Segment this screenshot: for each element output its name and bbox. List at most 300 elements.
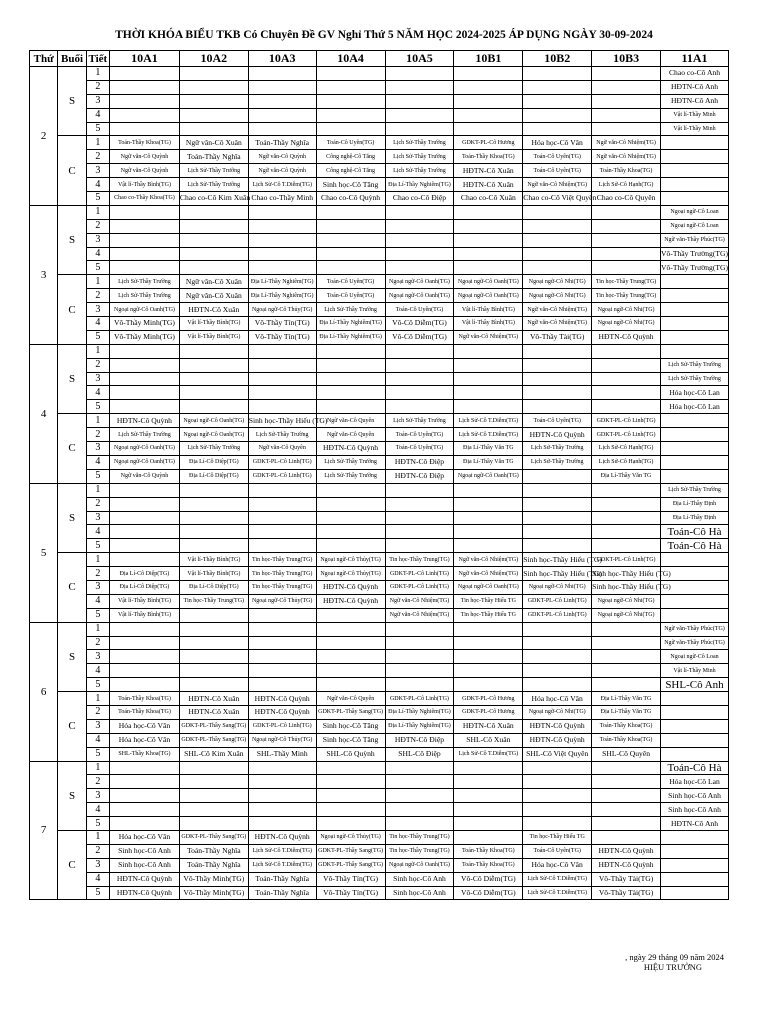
schedule-cell <box>110 650 180 664</box>
schedule-cell <box>316 67 385 81</box>
period-number: 1 <box>86 344 109 358</box>
schedule-cell: Ngoại ngữ-Cô Oanh(TG) <box>454 275 523 289</box>
table-row <box>30 303 729 317</box>
period-number: 4 <box>86 317 109 331</box>
schedule-cell <box>592 664 661 678</box>
schedule-cell <box>454 678 523 692</box>
schedule-cell <box>523 525 592 539</box>
schedule-cell <box>316 650 385 664</box>
schedule-cell: Lịch Sử-Thầy Trường <box>385 414 454 428</box>
schedule-cell <box>248 261 316 275</box>
schedule-cell: Toán-Cô Uyên(TG) <box>523 844 592 858</box>
period-number: 3 <box>86 511 109 525</box>
schedule-cell <box>179 608 248 622</box>
period-number: 4 <box>86 455 109 469</box>
schedule-cell: Võ-Thầy Trường(TG) <box>661 247 729 261</box>
schedule-cell <box>454 400 523 414</box>
schedule-cell <box>179 761 248 775</box>
schedule-cell <box>248 122 316 136</box>
schedule-cell: Võ-Thầy Tài(TG) <box>523 330 592 344</box>
schedule-cell: GDKT-PL-Thầy Sang(TG) <box>316 844 385 858</box>
table-row <box>30 205 729 219</box>
schedule-cell <box>179 400 248 414</box>
schedule-cell: Lịch Sử-Thầy Trường <box>179 442 248 456</box>
schedule-cell <box>661 844 729 858</box>
schedule-cell <box>316 108 385 122</box>
schedule-cell: Ngữ văn-Cô Quỳnh <box>110 164 180 178</box>
period-number: 2 <box>86 219 109 233</box>
schedule-cell <box>523 233 592 247</box>
schedule-cell: SHL-Thầy Khoa(TG) <box>110 747 180 761</box>
schedule-cell <box>661 330 729 344</box>
schedule-cell <box>110 664 180 678</box>
schedule-cell <box>454 372 523 386</box>
period-number: 1 <box>86 275 109 289</box>
period-number: 4 <box>86 733 109 747</box>
schedule-cell: Hóa học-Cô Vân <box>110 830 180 844</box>
table-row <box>30 553 729 567</box>
schedule-cell: HĐTN-Cô Quỳnh <box>248 692 316 706</box>
schedule-cell: HĐTN-Cô Điệp <box>385 733 454 747</box>
schedule-cell <box>523 219 592 233</box>
schedule-cell <box>179 636 248 650</box>
schedule-cell <box>110 386 180 400</box>
schedule-cell <box>523 94 592 108</box>
table-row <box>30 664 729 678</box>
schedule-cell <box>179 122 248 136</box>
schedule-cell <box>454 233 523 247</box>
session-cell: S <box>58 761 86 830</box>
schedule-cell <box>385 344 454 358</box>
schedule-cell <box>110 261 180 275</box>
period-number: 4 <box>86 525 109 539</box>
schedule-cell <box>661 594 729 608</box>
table-row <box>30 136 729 150</box>
schedule-cell <box>661 178 729 192</box>
schedule-cell <box>248 67 316 81</box>
period-number: 2 <box>86 150 109 164</box>
schedule-cell <box>661 317 729 331</box>
schedule-cell: HĐTN-Cô Anh <box>661 817 729 831</box>
header-class: 10B3 <box>592 51 661 67</box>
schedule-cell: Ngữ văn-Cô Quyên <box>316 428 385 442</box>
schedule-cell <box>248 205 316 219</box>
schedule-cell <box>661 719 729 733</box>
schedule-cell <box>592 261 661 275</box>
schedule-cell <box>316 219 385 233</box>
schedule-cell <box>316 205 385 219</box>
schedule-cell: Ngoại ngữ-Cô Oanh(TG) <box>454 580 523 594</box>
schedule-cell: HĐTN-Cô Điệp <box>385 469 454 483</box>
schedule-cell: SHL-Cô Anh <box>661 678 729 692</box>
schedule-cell <box>179 789 248 803</box>
schedule-cell <box>523 761 592 775</box>
schedule-cell: Vật lí-Thầy Bình(TG) <box>179 317 248 331</box>
schedule-cell <box>248 622 316 636</box>
schedule-cell <box>316 497 385 511</box>
schedule-cell: Ngoại ngữ-Cô Nhi(TG) <box>523 705 592 719</box>
session-cell: S <box>58 344 86 413</box>
schedule-cell: Võ-Cô Diễm(TG) <box>385 330 454 344</box>
schedule-cell <box>316 400 385 414</box>
schedule-cell <box>454 386 523 400</box>
period-number: 3 <box>86 303 109 317</box>
table-row <box>30 692 729 706</box>
schedule-cell <box>454 761 523 775</box>
schedule-cell: HĐTN-Cô Quỳnh <box>592 844 661 858</box>
header-period: Tiết <box>86 51 109 67</box>
schedule-cell: Toán-Thầy Nghĩa <box>179 150 248 164</box>
schedule-cell <box>523 108 592 122</box>
period-number: 4 <box>86 178 109 192</box>
schedule-cell <box>385 650 454 664</box>
schedule-cell <box>110 372 180 386</box>
table-row <box>30 789 729 803</box>
period-number: 5 <box>86 400 109 414</box>
schedule-cell: Sinh học-Thầy Hiếu (TG) <box>523 567 592 581</box>
schedule-cell <box>385 108 454 122</box>
schedule-cell <box>592 497 661 511</box>
schedule-cell: Ngữ văn-Cô Quỳnh <box>248 164 316 178</box>
schedule-cell: Vật lí-Thầy Bình(TG) <box>110 594 180 608</box>
table-row <box>30 622 729 636</box>
schedule-cell: Lịch Sử-Thầy Trường <box>385 150 454 164</box>
schedule-cell: Lịch Sử-Thầy Trường <box>661 483 729 497</box>
period-number: 1 <box>86 136 109 150</box>
schedule-cell: Ngoại ngữ-Cô Nhi(TG) <box>592 317 661 331</box>
schedule-cell: Ngữ văn-Thầy Phúc(TG) <box>661 622 729 636</box>
period-number: 2 <box>86 844 109 858</box>
schedule-cell: HĐTN-Cô Quỳnh <box>523 719 592 733</box>
table-row <box>30 275 729 289</box>
schedule-cell: Công nghệ-Cô Tăng <box>316 150 385 164</box>
signature-title: HIỆU TRƯỞNG <box>643 962 702 972</box>
schedule-cell <box>248 372 316 386</box>
schedule-cell <box>523 789 592 803</box>
schedule-cell <box>661 303 729 317</box>
schedule-cell: Chao co-Cô Kim Xuân <box>179 192 248 206</box>
schedule-cell: Tin học-Thầy Hiếu TG <box>454 594 523 608</box>
schedule-cell <box>110 80 180 94</box>
schedule-cell <box>179 247 248 261</box>
schedule-cell: Tin học-Thầy Trung(TG) <box>592 275 661 289</box>
schedule-cell: Vật lí-Thầy Bình(TG) <box>179 567 248 581</box>
schedule-cell: Địa Lí-Thầy Định <box>661 497 729 511</box>
schedule-cell: Chao co-Cô Quỳnh <box>316 192 385 206</box>
schedule-cell: Ngữ văn-Cô Nhiệm(TG) <box>454 553 523 567</box>
schedule-cell <box>110 108 180 122</box>
schedule-cell: HĐTN-Cô Quỳnh <box>316 580 385 594</box>
schedule-cell: HĐTN-Cô Điệp <box>385 455 454 469</box>
schedule-cell: Tin học-Thầy Hiếu TG <box>454 608 523 622</box>
schedule-cell <box>592 511 661 525</box>
table-row <box>30 844 729 858</box>
schedule-cell: Ngoại ngữ-Cô Nhi(TG) <box>592 608 661 622</box>
schedule-cell: Ngoại ngữ-Cô Oanh(TG) <box>385 275 454 289</box>
schedule-cell: Sinh học-Thầy Hiếu (TG) <box>592 580 661 594</box>
schedule-cell <box>523 261 592 275</box>
period-number: 2 <box>86 358 109 372</box>
schedule-cell <box>454 775 523 789</box>
schedule-cell <box>248 511 316 525</box>
schedule-cell: Ngoại ngữ-Cô Oanh(TG) <box>179 414 248 428</box>
schedule-cell: Lịch Sử-Thầy Trường <box>523 442 592 456</box>
schedule-cell <box>179 803 248 817</box>
schedule-cell <box>179 358 248 372</box>
day-cell: 5 <box>30 483 58 622</box>
schedule-cell: Ngoại ngữ-Cô Oanh(TG) <box>179 428 248 442</box>
table-row <box>30 858 729 872</box>
schedule-cell <box>385 817 454 831</box>
schedule-cell: Ngoại ngữ-Cô Oanh(TG) <box>454 469 523 483</box>
schedule-cell <box>523 817 592 831</box>
period-number: 4 <box>86 664 109 678</box>
schedule-cell: SHL-Cô Kim Xuân <box>179 747 248 761</box>
schedule-cell <box>316 608 385 622</box>
period-number: 1 <box>86 67 109 81</box>
header-session: Buổi <box>58 51 86 67</box>
schedule-cell <box>110 233 180 247</box>
schedule-cell: Toán-Thầy Nghĩa <box>248 872 316 886</box>
schedule-cell <box>592 622 661 636</box>
schedule-cell <box>592 539 661 553</box>
schedule-cell: Ngữ văn-Cô Xuân <box>179 136 248 150</box>
schedule-cell: Hóa học-Cô Vân <box>523 136 592 150</box>
schedule-cell <box>523 622 592 636</box>
schedule-cell <box>661 344 729 358</box>
period-number: 3 <box>86 94 109 108</box>
schedule-cell: Vật lí-Thầy Minh <box>661 664 729 678</box>
schedule-cell: Chao co-Thầy Khoa(TG) <box>110 192 180 206</box>
schedule-cell: Vật lí-Thầy Minh <box>661 108 729 122</box>
header-class: 10B2 <box>523 51 592 67</box>
schedule-cell: HĐTN-Cô Anh <box>661 94 729 108</box>
schedule-cell: Võ-Thầy Minh(TG) <box>179 886 248 900</box>
schedule-cell: Ngữ văn-Cô Nhiệm(TG) <box>523 178 592 192</box>
table-row <box>30 219 729 233</box>
schedule-cell <box>248 761 316 775</box>
table-row <box>30 94 729 108</box>
schedule-cell: Lịch Sử-Thầy Trường <box>248 428 316 442</box>
schedule-cell <box>661 289 729 303</box>
schedule-cell <box>385 664 454 678</box>
schedule-cell: Vật lí-Thầy Bình(TG) <box>110 178 180 192</box>
schedule-cell: Võ-Thầy Tài(TG) <box>592 872 661 886</box>
schedule-cell: Hóa học-Cô Vân <box>110 733 180 747</box>
schedule-cell: Địa Lí-Thầy Văn TG <box>592 705 661 719</box>
schedule-cell <box>385 122 454 136</box>
schedule-cell: Toán-Cô Uyên(TG) <box>385 442 454 456</box>
schedule-cell: Ngữ văn-Cô Quyên <box>248 442 316 456</box>
schedule-cell <box>454 803 523 817</box>
period-number: 1 <box>86 483 109 497</box>
schedule-cell <box>110 247 180 261</box>
period-number: 4 <box>86 247 109 261</box>
schedule-cell: Toán-Thầy Nghĩa <box>248 886 316 900</box>
period-number: 3 <box>86 580 109 594</box>
table-row <box>30 122 729 136</box>
schedule-cell <box>592 830 661 844</box>
schedule-cell: GDKT-PL-Thầy Sang(TG) <box>316 705 385 719</box>
table-row <box>30 178 729 192</box>
period-number: 3 <box>86 650 109 664</box>
schedule-cell: Võ-Thầy Minh(TG) <box>179 872 248 886</box>
schedule-cell: Lịch Sử-Cô T.Diễm(TG) <box>454 747 523 761</box>
schedule-cell: Lịch Sử-Thầy Trường <box>179 164 248 178</box>
schedule-cell: Toán-Thầy Khoa(TG) <box>454 150 523 164</box>
schedule-cell <box>110 511 180 525</box>
table-row <box>30 164 729 178</box>
schedule-cell <box>454 219 523 233</box>
schedule-cell <box>523 122 592 136</box>
schedule-cell: Ngữ văn-Cô Nhiệm(TG) <box>385 608 454 622</box>
schedule-cell <box>592 761 661 775</box>
schedule-cell: Toán-Cô Uyên(TG) <box>523 414 592 428</box>
schedule-cell <box>592 483 661 497</box>
schedule-cell: Ngữ văn-Thầy Phúc(TG) <box>661 233 729 247</box>
schedule-cell <box>248 803 316 817</box>
table-row <box>30 539 729 553</box>
schedule-cell: GDKT-PL-Cô Hương <box>454 692 523 706</box>
table-row <box>30 108 729 122</box>
schedule-cell: Vật lí-Thầy Bình(TG) <box>179 553 248 567</box>
schedule-cell <box>248 775 316 789</box>
schedule-cell <box>316 622 385 636</box>
schedule-cell: HĐTN-Cô Quỳnh <box>316 442 385 456</box>
schedule-cell <box>179 219 248 233</box>
table-row <box>30 372 729 386</box>
schedule-cell <box>316 525 385 539</box>
schedule-cell: Lịch Sử-Cô T.Diễm(TG) <box>248 844 316 858</box>
schedule-cell: Tin học-Thầy Trung(TG) <box>248 567 316 581</box>
schedule-cell: Ngoại ngữ-Cô Thủy(TG) <box>316 830 385 844</box>
schedule-cell <box>316 233 385 247</box>
schedule-cell <box>661 469 729 483</box>
schedule-cell <box>385 678 454 692</box>
table-row <box>30 567 729 581</box>
schedule-cell: Sinh học-Cô Tăng <box>316 733 385 747</box>
schedule-cell: Địa Lí-Thầy Nghiêm(TG) <box>248 275 316 289</box>
schedule-cell <box>592 386 661 400</box>
schedule-cell: Võ-Cô Diễm(TG) <box>385 317 454 331</box>
schedule-cell: Công nghệ-Cô Tăng <box>316 164 385 178</box>
schedule-cell <box>248 400 316 414</box>
schedule-cell <box>385 803 454 817</box>
schedule-cell <box>179 344 248 358</box>
schedule-cell <box>110 483 180 497</box>
schedule-cell <box>248 219 316 233</box>
schedule-cell: Lịch Sử-Cô Hạnh(TG) <box>592 178 661 192</box>
schedule-cell: Toán-Thầy Khoa(TG) <box>592 733 661 747</box>
schedule-cell <box>110 344 180 358</box>
period-number: 3 <box>86 442 109 456</box>
schedule-cell <box>248 650 316 664</box>
schedule-cell: Lịch Sử-Cô T.Diễm(TG) <box>523 886 592 900</box>
schedule-cell: Ngoại ngữ-Cô Nhi(TG) <box>592 303 661 317</box>
schedule-cell <box>316 636 385 650</box>
period-number: 5 <box>86 122 109 136</box>
schedule-cell <box>316 539 385 553</box>
schedule-cell <box>661 553 729 567</box>
period-number: 5 <box>86 608 109 622</box>
timetable-body <box>30 67 729 900</box>
schedule-cell <box>385 358 454 372</box>
schedule-cell <box>110 67 180 81</box>
header-day: Thứ <box>30 51 58 67</box>
schedule-cell <box>454 789 523 803</box>
schedule-cell: Võ-Thầy Tài(TG) <box>592 886 661 900</box>
schedule-cell <box>523 511 592 525</box>
schedule-cell <box>592 247 661 261</box>
table-row <box>30 817 729 831</box>
schedule-cell: Lịch Sử-Thầy Trường <box>661 372 729 386</box>
schedule-cell: Vật lí-Thầy Minh <box>661 122 729 136</box>
period-number: 3 <box>86 164 109 178</box>
table-row <box>30 344 729 358</box>
schedule-cell <box>454 80 523 94</box>
day-cell: 4 <box>30 344 58 483</box>
schedule-cell <box>592 803 661 817</box>
schedule-cell: Lịch Sử-Thầy Trường <box>110 275 180 289</box>
schedule-cell: Ngoại ngữ-Cô Oanh(TG) <box>385 858 454 872</box>
schedule-cell <box>385 94 454 108</box>
schedule-cell: GDKT-PL-Cô Hương <box>454 136 523 150</box>
schedule-cell <box>592 219 661 233</box>
schedule-cell <box>454 650 523 664</box>
schedule-cell <box>248 678 316 692</box>
schedule-cell <box>248 94 316 108</box>
schedule-cell <box>316 817 385 831</box>
schedule-cell: Địa Lí-Cô Diệp(TG) <box>179 469 248 483</box>
schedule-cell: Ngữ văn-Cô Xuân <box>179 289 248 303</box>
schedule-cell: Lịch Sử-Thầy Trường <box>661 358 729 372</box>
schedule-cell <box>661 692 729 706</box>
schedule-cell: Lịch Sử-Thầy Trường <box>316 469 385 483</box>
schedule-cell <box>454 525 523 539</box>
period-number: 3 <box>86 233 109 247</box>
schedule-cell: Sinh học-Cô Tăng <box>316 719 385 733</box>
period-number: 5 <box>86 192 109 206</box>
schedule-cell <box>454 108 523 122</box>
schedule-cell <box>523 372 592 386</box>
schedule-cell <box>110 539 180 553</box>
schedule-cell: HĐTN-Cô Quỳnh <box>110 886 180 900</box>
schedule-cell <box>316 122 385 136</box>
schedule-cell: HĐTN-Cô Xuân <box>454 178 523 192</box>
session-cell: C <box>58 830 86 899</box>
schedule-cell <box>179 525 248 539</box>
schedule-cell <box>385 497 454 511</box>
schedule-cell: Hóa học-Cô Vân <box>523 858 592 872</box>
period-number: 2 <box>86 705 109 719</box>
schedule-cell <box>110 497 180 511</box>
schedule-cell <box>454 67 523 81</box>
schedule-cell <box>523 636 592 650</box>
signature-date: , ngày 29 tháng 09 năm 2024 <box>625 952 724 962</box>
schedule-cell <box>523 678 592 692</box>
schedule-cell <box>248 636 316 650</box>
schedule-cell <box>592 817 661 831</box>
period-number: 4 <box>86 803 109 817</box>
schedule-cell <box>661 455 729 469</box>
schedule-cell <box>661 705 729 719</box>
schedule-cell <box>179 205 248 219</box>
schedule-cell <box>179 483 248 497</box>
schedule-cell: Ngoại ngữ-Cô Oanh(TG) <box>385 289 454 303</box>
header-class: 10A3 <box>248 51 316 67</box>
schedule-cell: GDKT-PL-Cô Linh(TG) <box>592 414 661 428</box>
schedule-cell: Tin học-Thầy Hiếu TG <box>523 830 592 844</box>
